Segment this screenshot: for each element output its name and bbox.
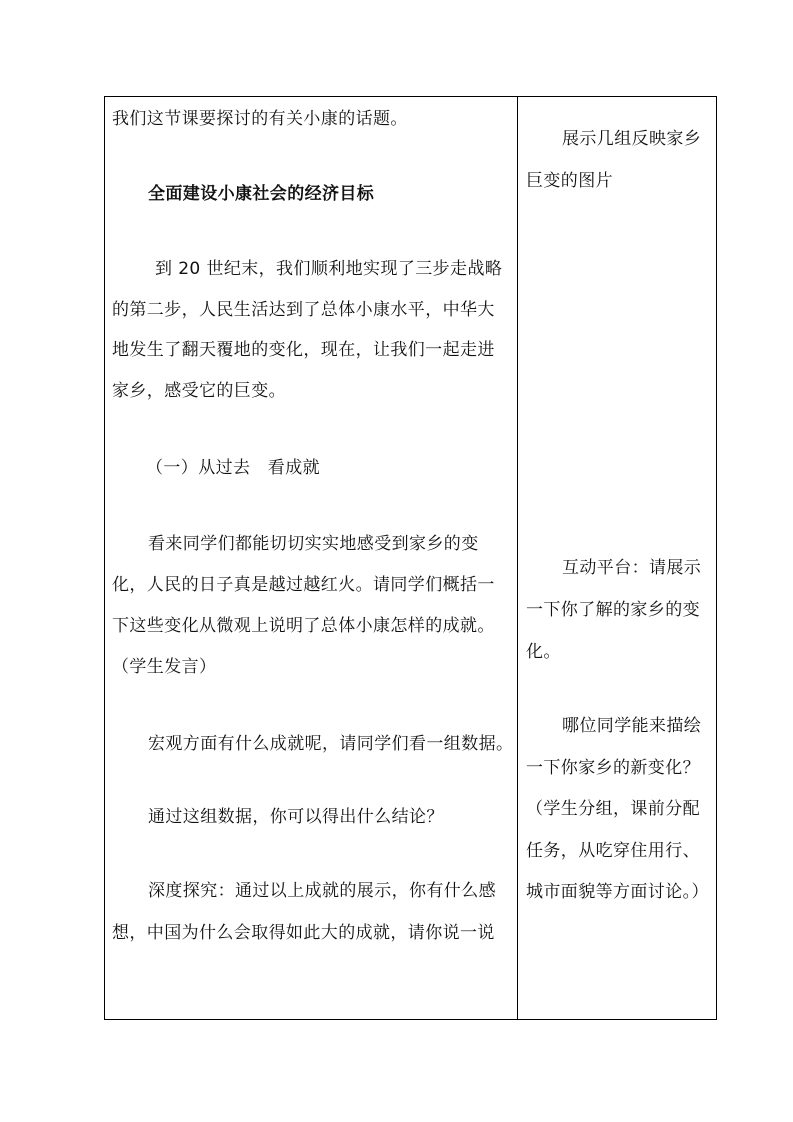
note-3-line-5: 城市面貌等方面讨论。） xyxy=(526,882,709,902)
paragraph-5-line-2: 想，中国为什么会取得如此大的成就，请你说一说 xyxy=(112,923,495,943)
note-3-line-3: （学生分组，课前分配 xyxy=(526,799,700,819)
note-2-line-1: 互动平台：请展示 xyxy=(562,558,702,578)
note-2-line-2: 一下你了解的家乡的变 xyxy=(526,600,700,620)
paragraph-2-line-1: 看来同学们都能切切实实地感受到家乡的变 xyxy=(148,534,479,554)
note-3-line-2: 一下你家乡的新变化？ xyxy=(526,758,700,778)
paragraph-1-line-1: 到 20 世纪末，我们顺利地实现了三步走战略 xyxy=(155,259,503,279)
note-3-line-1: 哪位同学能来描绘 xyxy=(562,716,702,736)
paragraph-1-line-3: 地发生了翻天覆地的变化，现在，让我们一起走进 xyxy=(112,340,495,360)
column-divider xyxy=(517,97,518,1019)
section-heading: 全面建设小康社会的经济目标 xyxy=(148,184,375,204)
paragraph-3: 宏观方面有什么成就呢，请同学们看一组数据。 xyxy=(148,734,514,754)
intro-line: 我们这节课要探讨的有关小康的话题。 xyxy=(112,109,408,129)
paragraph-1-line-4: 家乡，感受它的巨变。 xyxy=(112,381,286,401)
paragraph-2-line-2: 化，人民的日子真是越过越红火。请同学们概括一 xyxy=(112,575,495,595)
note-2-line-3: 化。 xyxy=(526,642,561,662)
lesson-plan-table xyxy=(104,96,717,1020)
paragraph-2-line-4: （学生发言） xyxy=(112,657,217,677)
note-1-line-2: 巨变的图片 xyxy=(526,171,613,191)
note-3-line-4: 任务，从吃穿住用行、 xyxy=(526,841,700,861)
paragraph-1-line-2: 的第二步，人民生活达到了总体小康水平，中华大 xyxy=(112,300,495,320)
subsection-title: （一）从过去 看成就 xyxy=(146,458,320,478)
paragraph-5-line-1: 深度探究：通过以上成就的展示，你有什么感 xyxy=(148,881,496,901)
paragraph-4: 通过这组数据，你可以得出什么结论？ xyxy=(148,807,444,827)
paragraph-2-line-3: 下这些变化从微观上说明了总体小康怎样的成就。 xyxy=(112,616,495,636)
note-1-line-1: 展示几组反映家乡 xyxy=(562,129,702,149)
